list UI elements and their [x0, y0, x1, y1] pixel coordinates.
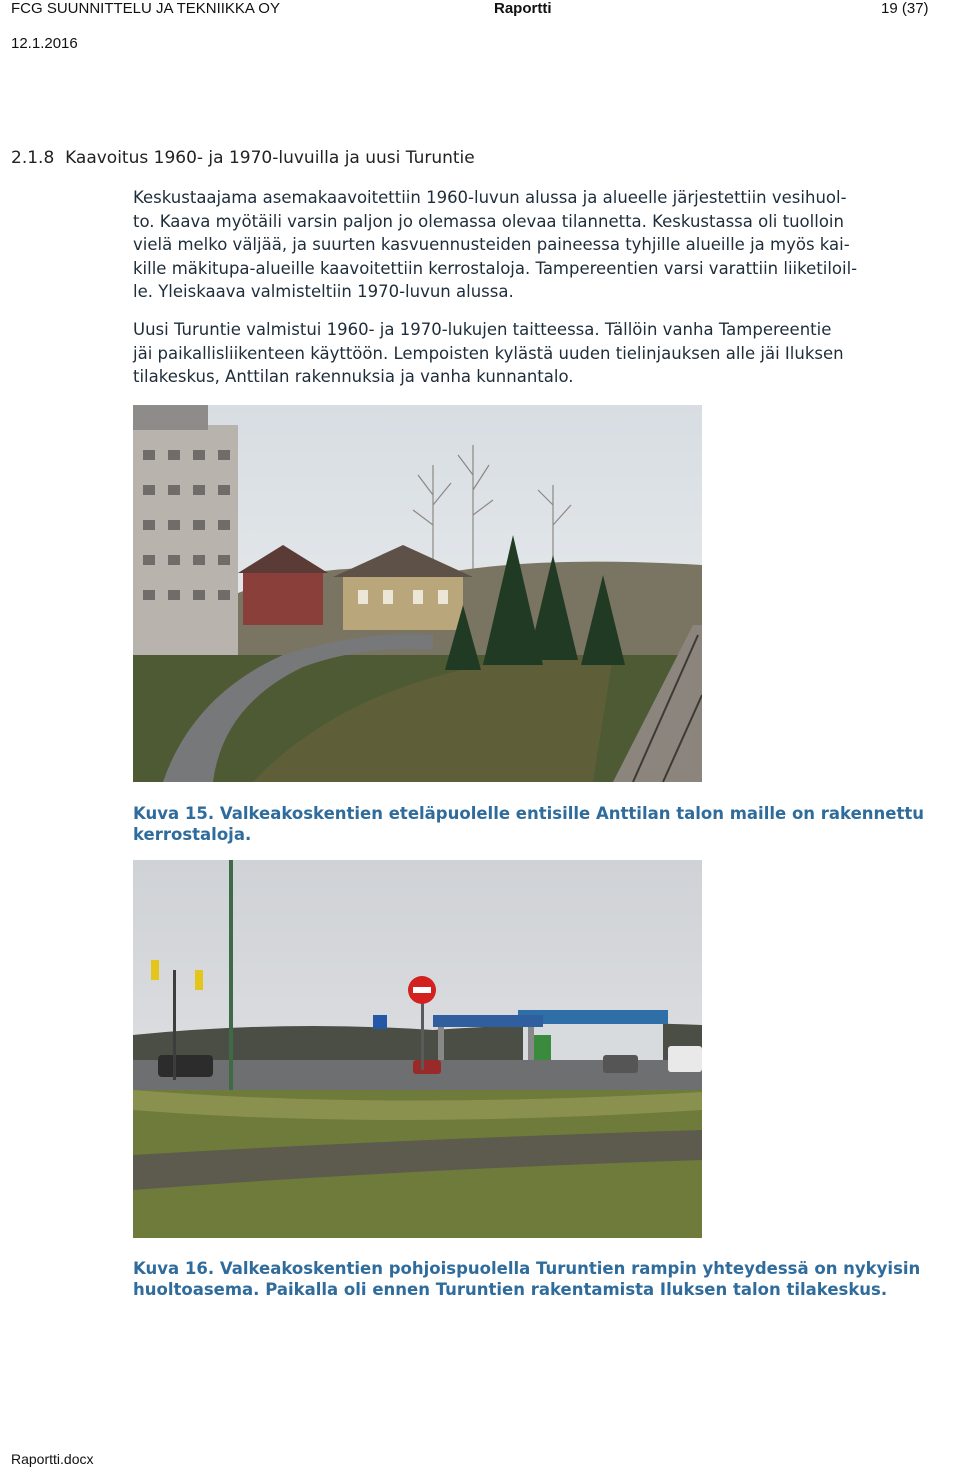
header-doc-type: Raportti	[494, 0, 552, 17]
header-company: FCG SUUNNITTELU JA TEKNIIKKA OY	[11, 0, 280, 17]
paragraph-line: tilakeskus, Anttilan rakennuksia ja vanha kunnantalo.	[133, 367, 574, 386]
paragraph-line: to. Kaava myötäili varsin paljon jo olemassa olevaa tilannetta. Keskustassa oli tuolloin	[133, 211, 844, 231]
footer-filename: Raportti.docx	[11, 1451, 94, 1467]
figure-caption-16	[133, 1258, 955, 1300]
caption-line: Kuva 15. Valkeakoskentien eteläpuolelle entisille Anttilan talon maille on rakennettu	[133, 804, 924, 823]
photo-service-station	[133, 860, 702, 1238]
paragraph-1	[133, 186, 955, 304]
caption-line: kerrostaloja.	[133, 825, 252, 844]
paragraph-line: le. Yleiskaava valmisteltiin 1970-luvun alussa.	[133, 282, 514, 301]
paragraph-line: vielä melko väljää, ja suurten kasvuennusteiden paineessa tyhjille alueille ja myös kai-	[133, 235, 850, 254]
paragraph-line: Uusi Turuntie valmistui 1960- ja 1970-lukujen taitteessa. Tällöin vanha Tampereentie	[133, 320, 832, 339]
header-page-number: 19 (37)	[881, 0, 929, 17]
caption-line: huoltoasema. Paikalla oli ennen Turuntien rakentamista Iluksen talon tilakeskus.	[133, 1280, 888, 1299]
paragraph-2	[133, 318, 955, 389]
paragraph-line: Keskustaajama asemakaavoitettiin 1960-luvun alussa ja alueelle järjestettiin vesihuol-	[133, 188, 847, 207]
paragraph-line: kille mäkitupa-alueille kaavoitettiin kerrostaloja. Tampereentien varsi varattiin liiketiloil-	[133, 258, 858, 278]
header-date: 12.1.2016	[11, 35, 78, 52]
caption-line: Kuva 16. Valkeakoskentien pohjoispuolella Turuntien rampin yhteydessä on nykyisin	[133, 1259, 921, 1278]
section-heading: 2.1.8 Kaavoitus 1960- ja 1970-luvuilla ja uusi Turuntie	[11, 148, 475, 168]
figure-caption-15	[133, 803, 955, 845]
paragraph-line: jäi paikallisliikenteen käyttöön. Lempoisten kylästä uuden tielinjauksen alle jäi Iluksen	[133, 343, 844, 363]
photo-apartment-building-railway	[133, 405, 702, 782]
